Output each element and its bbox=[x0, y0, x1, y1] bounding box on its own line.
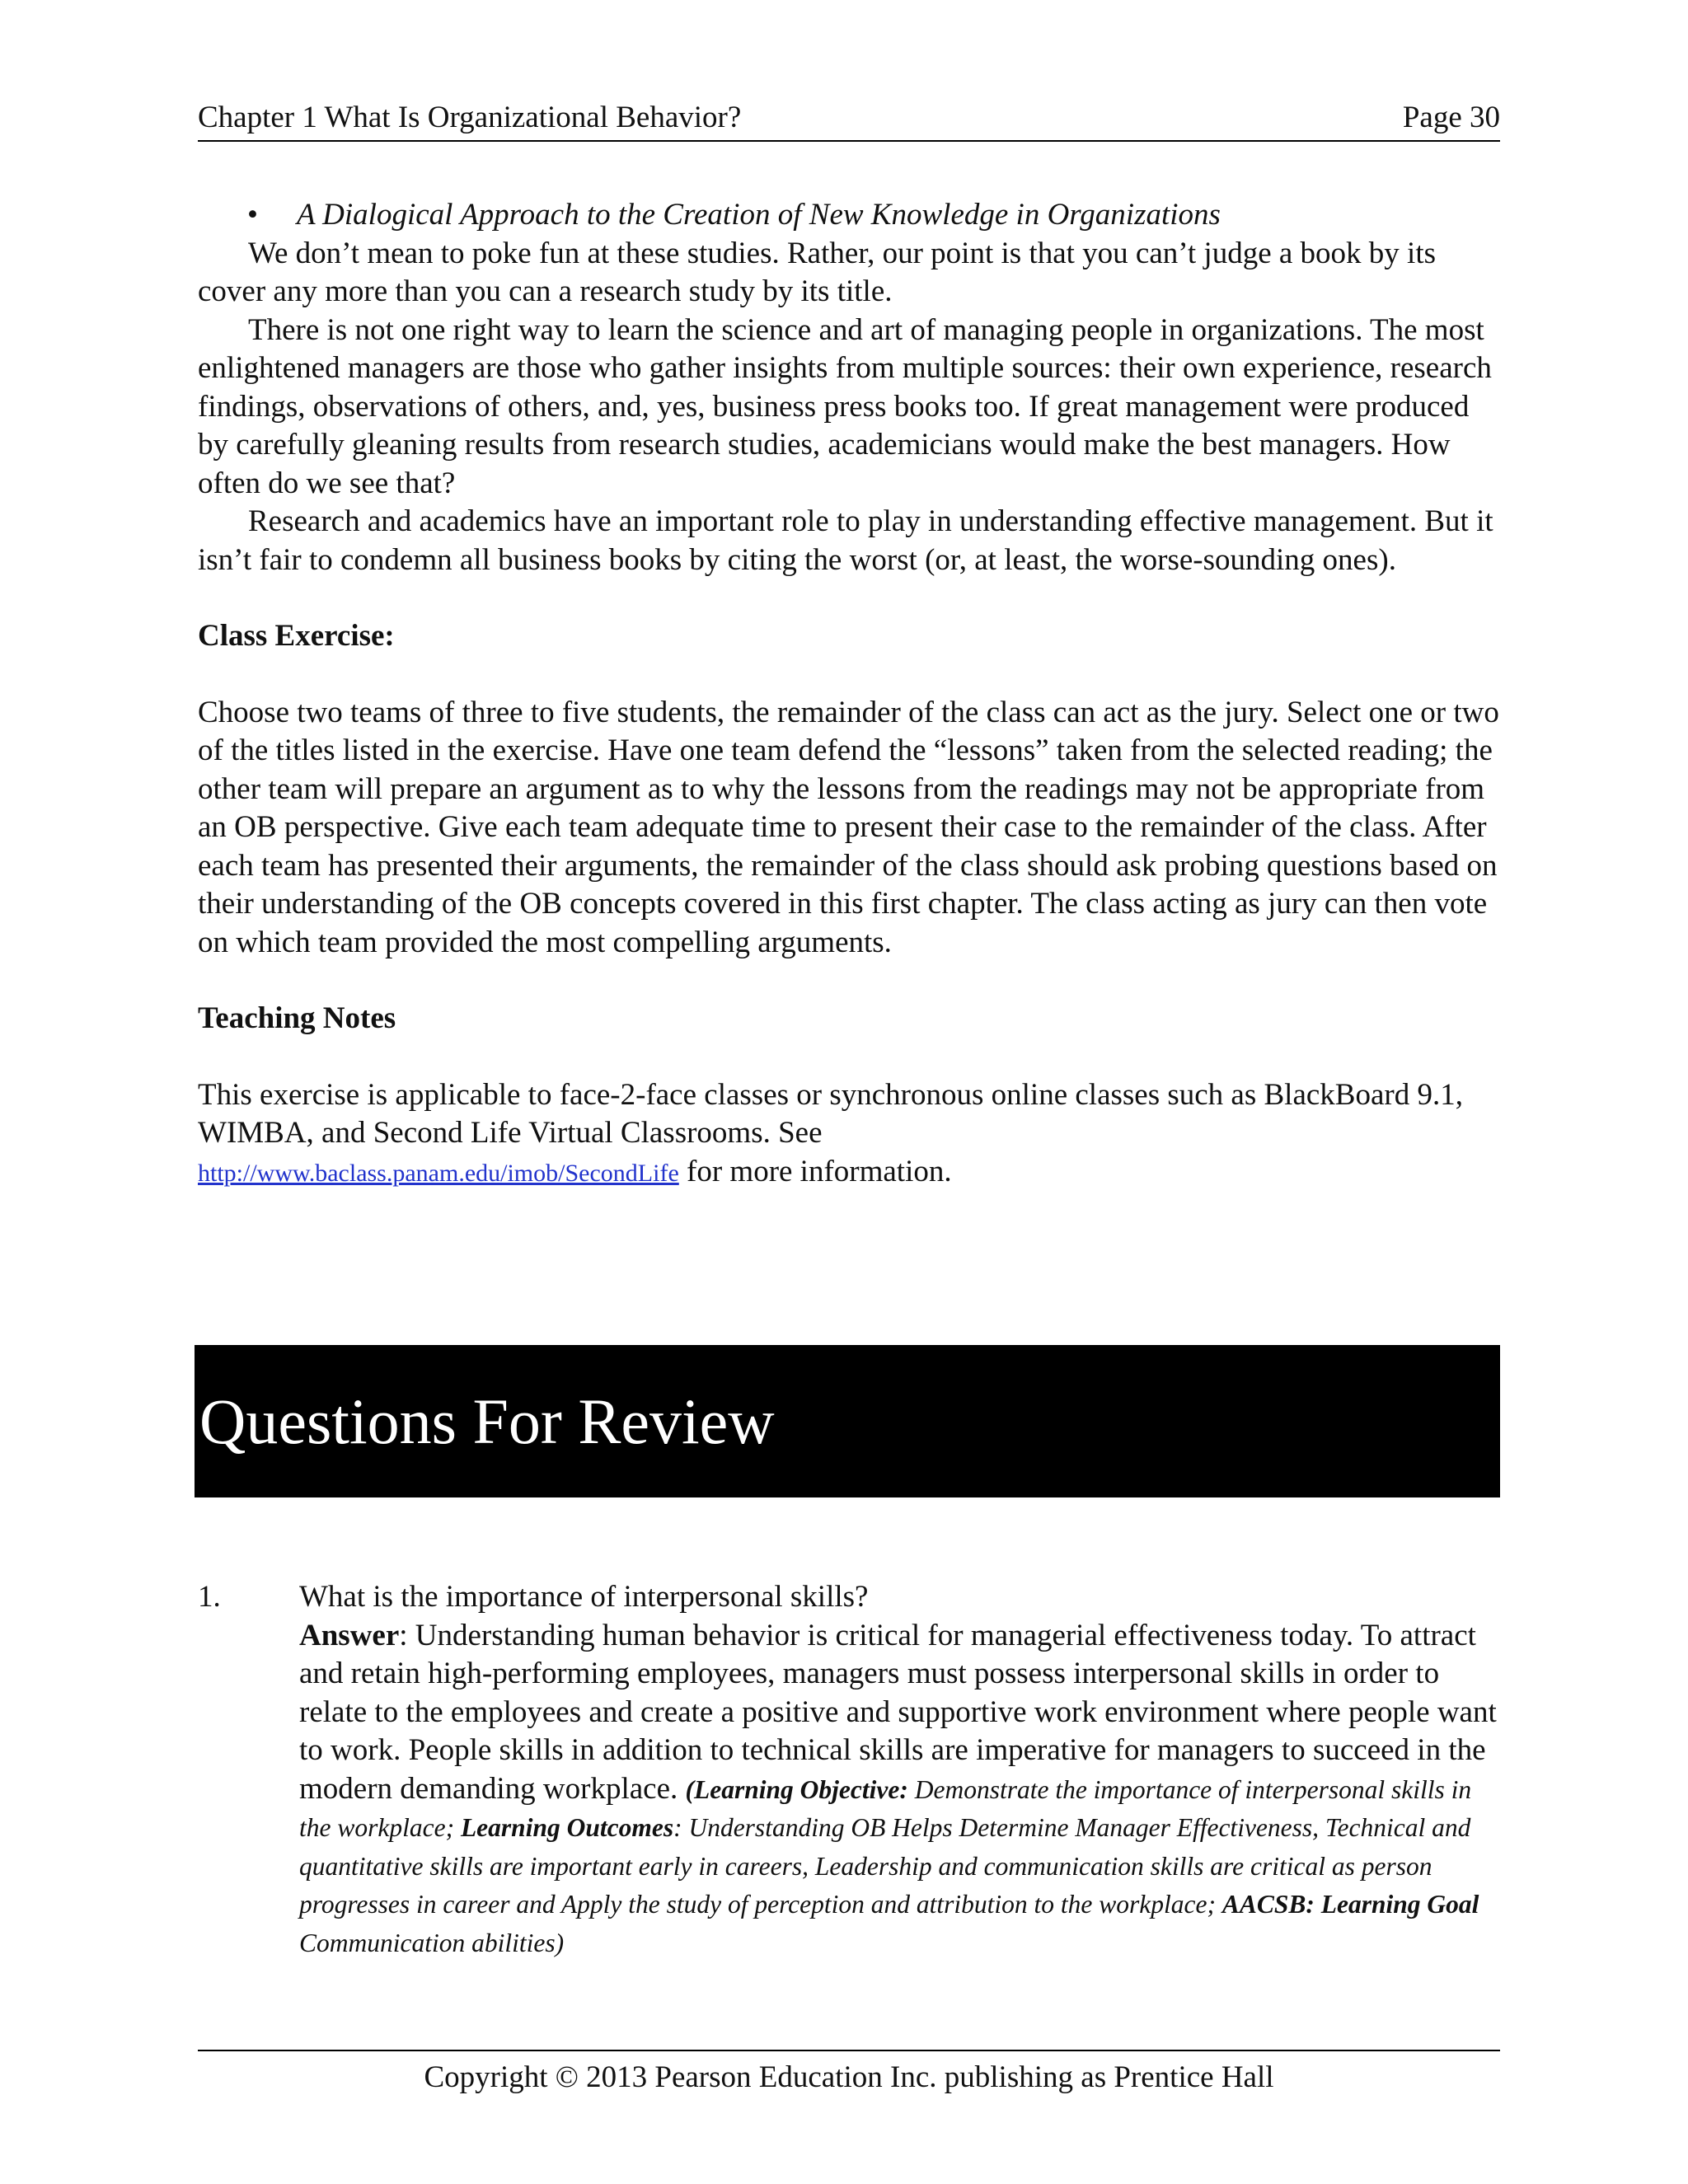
paragraph-1: We don’t mean to poke fun at these studies. Rather, our point is that you can’t judge a book by its cover any more than you can a research study by its title. bbox=[198, 236, 1437, 308]
main-content bbox=[198, 196, 1500, 1193]
copyright-text: Copyright © 2013 Pearson Education Inc. publishing as Prentice Hall bbox=[424, 2060, 1274, 2094]
link-suffix: for more information. bbox=[678, 1154, 952, 1188]
aacsb-text: Communication abilities) bbox=[299, 1928, 565, 1957]
class-exercise-heading: Class Exercise: bbox=[198, 619, 395, 653]
learning-objective-label: (Learning Objective: bbox=[685, 1774, 908, 1804]
question-text: What is the importance of interpersonal skills? bbox=[299, 1580, 869, 1614]
page-number: Page 30 bbox=[1402, 101, 1500, 134]
teaching-notes-link-line bbox=[198, 1153, 1500, 1193]
teaching-notes-heading: Teaching Notes bbox=[198, 1001, 396, 1035]
section-banner bbox=[195, 1345, 1500, 1497]
chapter-title: Chapter 1 What Is Organizational Behavior? bbox=[198, 101, 742, 134]
question-body bbox=[299, 1578, 1500, 1961]
paragraph-2: There is not one right way to learn the science and art of managing people in organizations. The most enlightened managers are those who gather insights from multiple sources: their own experience, research findings, observations of others, and, yes, business press books too. If great management were produced by carefully gleaning results from research studies, academicians would make the best managers. How often do we see that? bbox=[198, 312, 1492, 500]
answer-paragraph bbox=[299, 1617, 1500, 1962]
answer-text: : Understanding human behavior is critical for managerial effectiveness today. To attract and retain high-performing employees, managers must possess interpersonal skills in order to relate to the employees and create a positive and supportive work environment where people want to work. People skills in addition to technical skills are imperative for managers to succeed in the modern demanding workplace. bbox=[299, 1618, 1497, 1806]
learning-outcomes-text: : Understanding OB Helps Determine Manager Effectiveness, Technical and quantitative skills are important early in careers, Leadership and communication skills are critical as person progresses in career and Apply the study of perception and attribution to the workplace; bbox=[299, 1813, 1471, 1919]
learning-objective-text: Demonstrate the importance of interpersonal skills in the workplace; bbox=[299, 1774, 1472, 1842]
page-header bbox=[198, 97, 1500, 142]
section-title: Questions For Review bbox=[199, 1385, 775, 1457]
aacsb-label: AACSB: Learning Goal bbox=[1221, 1890, 1479, 1919]
bullet-icon: • bbox=[247, 198, 258, 232]
learning-outcomes-label: Learning Outcomes bbox=[460, 1813, 674, 1842]
review-question-1 bbox=[198, 1578, 1500, 1961]
bullet-item bbox=[198, 196, 1500, 235]
second-life-link[interactable]: http://www.baclass.panam.edu/imob/SecondLife bbox=[198, 1159, 679, 1187]
class-exercise-text: Choose two teams of three to five students, the remainder of the class can act as the jury. Select one or two of the titles listed in the exercise. Have one team defend the “lessons” taken from the selected reading; the other team will prepare an argument as to why the lessons from the readings may not be appropriate from an OB perspective. Give each team adequate time to present their case to the remainder of the class. After each team has presented their arguments, the remainder of the class should ask probing questions based on their understanding of the OB concepts covered in this first chapter. The class acting as jury can then vote on which team provided the most compelling arguments. bbox=[198, 695, 1499, 959]
paragraph-3: Research and academics have an important role to play in understanding effective management. But it isn’t fair to condemn all business books by citing the worst (or, at least, the worse-sounding ones). bbox=[198, 504, 1493, 577]
page-footer bbox=[198, 2050, 1500, 2101]
teaching-notes-text: This exercise is applicable to face-2-face classes or synchronous online classes such as BlackBoard 9.1, WIMBA, and Second Life Virtual Classrooms. See bbox=[198, 1077, 1463, 1150]
answer-label: Answer bbox=[299, 1618, 400, 1652]
question-number: 1. bbox=[198, 1580, 221, 1614]
bullet-text: A Dialogical Approach to the Creation of New Knowledge in Organizations bbox=[297, 198, 1221, 232]
